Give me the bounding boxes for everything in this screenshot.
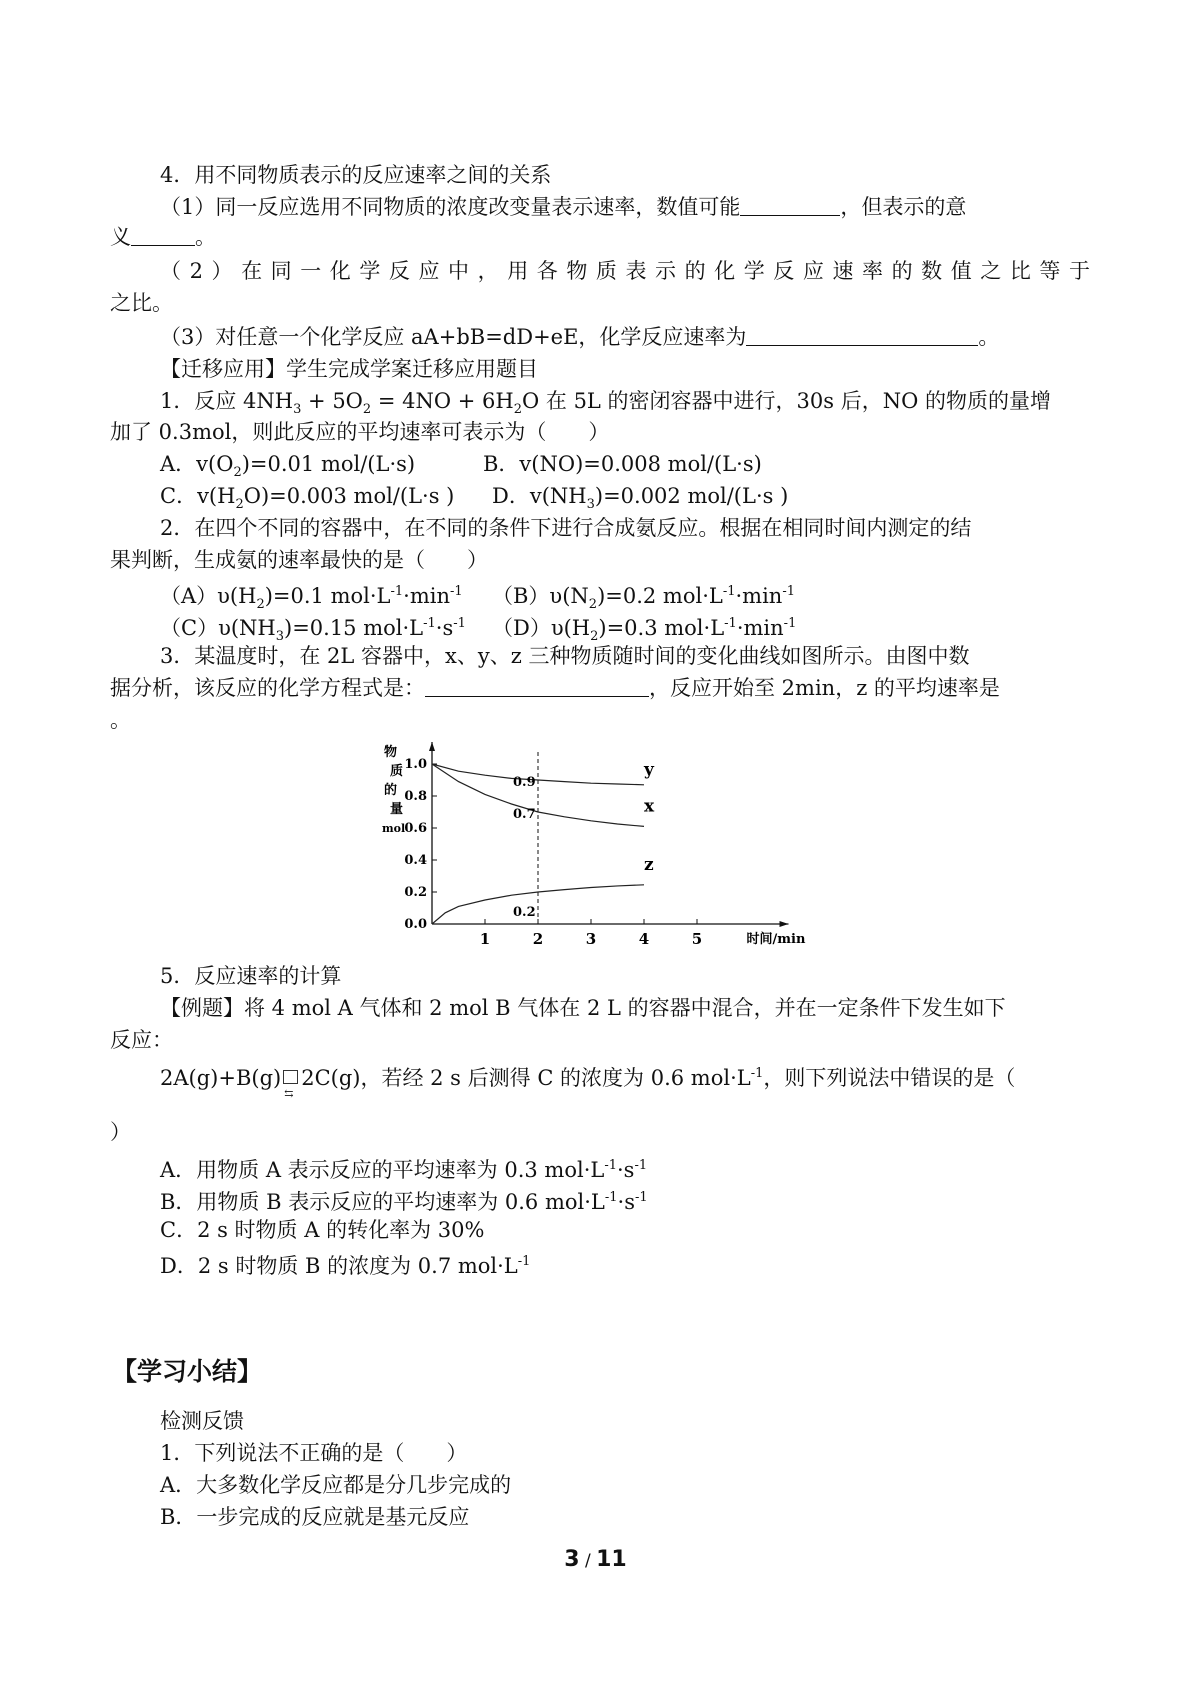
y-axis-label: 物质的量 mol	[382, 745, 406, 835]
x-tick-label: 1	[479, 930, 491, 948]
y-tick-label: 1.0	[404, 757, 427, 772]
example-option-b[interactable]: B．用物质 B 表示反应的平均速率为 0.6 $mol\cdot L^{-1}\cdot s^{-1}$	[160, 1190, 648, 1214]
y-tick-label: 0.4	[404, 853, 427, 868]
x-tick-label: 4	[638, 930, 650, 948]
example-option-c[interactable]: C．2 s 时物质 A 的转化率为 30%	[160, 1218, 485, 1242]
answer-blank[interactable]	[740, 193, 840, 216]
x-tick-label: 5	[691, 930, 703, 948]
answer-blank[interactable]	[746, 323, 978, 346]
q1-option-a[interactable]: A．$v(O_2)=0.01$ mol/(L·s)	[160, 452, 416, 481]
example-line1: 【例题】将 4 mol A 气体和 2 mol B 气体在 2 L 的容器中混合，并在一定条件下发生如下	[160, 996, 1006, 1020]
answer-blank[interactable]	[131, 223, 195, 246]
x-axis-label: 时间/min	[746, 932, 806, 947]
answer-blank[interactable]	[599, 674, 649, 697]
x-axis-arrow-icon	[780, 921, 789, 927]
transfer-heading: 【迁移应用】学生完成学案迁移应用题目	[160, 357, 538, 381]
feedback-option-a[interactable]: A．大多数化学反应都是分几步完成的	[160, 1473, 512, 1497]
example-option-a[interactable]: A．用物质 A 表示反应的平均速率为 0.3 $mol\cdot L^{-1}\cdot s^{-1}$	[160, 1158, 648, 1182]
section4-p1: （1）同一反应选用不同物质的浓度改变量表示速率，数值可能 ，但表示的意	[160, 195, 967, 219]
transfer-q3: 3．某温度时，在 2L 容器中，x、y、z 三种物质随时间的变化曲线如图所示。由图中数	[160, 644, 970, 668]
x-tick-label: 2	[532, 930, 544, 948]
answer-blank[interactable]	[425, 674, 475, 697]
page-number: 3 / 11	[564, 1547, 627, 1572]
y-axis-arrow-icon	[429, 742, 435, 751]
transfer-q1: 1．反应 $4NH_3 + 5O_2 = 4NO + 6H_2O$ 在 5L 的密闭容器中进行，30s 后，NO 的物质的量增	[160, 389, 1051, 418]
series-line-z	[432, 885, 644, 924]
section4-p1-cont: 义 。	[110, 225, 216, 249]
section5-title: 5．反应速率的计算	[160, 964, 342, 988]
q2-option-b[interactable]: $(B)\upsilon(N_2)=0.2$ $mol\cdot L^{-1}\cdot\min^{-1}$	[492, 584, 796, 613]
data-label: 0.9	[513, 775, 536, 790]
y-tick-label: 0.2	[404, 885, 427, 900]
transfer-q1-cont: 加了 0.3mol，则此反应的平均速率可表示为（ ）	[110, 420, 610, 444]
equilibrium-arrow-icon: ⇆	[281, 1067, 301, 1089]
summary-heading: 【学习小结】	[112, 1357, 263, 1386]
series-label-y: y	[644, 759, 654, 780]
q2-option-d[interactable]: $(D)\upsilon(H_2)=0.3$ $mol\cdot L^{-1}\cdot\min^{-1}$	[492, 616, 797, 645]
series-label-z: z	[644, 854, 654, 875]
data-label: 0.2	[513, 905, 536, 920]
y-tick-label: 0.6	[404, 821, 427, 836]
example-equation: 2A(g)+B(g) ⇆ 2C(g)，若经 2 s 后测得 C 的浓度为 0.6 $mol\cdot L^{-1}$，则下列说法中错误的是（	[160, 1066, 1016, 1100]
answer-blank[interactable]	[475, 674, 599, 697]
chart-plot-area	[382, 742, 806, 948]
section4-p3: （3）对任意一个化学反应 aA+bB=dD+eE，化学反应速率为 。	[160, 325, 1000, 349]
q2-option-c[interactable]: $(C)\upsilon(NH_3)=0.15$ $mol\cdot L^{-1}\cdot s^{-1}$	[160, 616, 466, 645]
y-tick-label: 0.8	[404, 789, 427, 804]
feedback-label: 检测反馈	[160, 1409, 244, 1433]
transfer-q3-cont: 据分析，该反应的化学方程式是： ，反应开始至 2min，z 的平均速率是	[110, 676, 1000, 700]
transfer-q2: 2．在四个不同的容器中，在不同的条件下进行合成氨反应。根据在相同时间内测定的结	[160, 516, 972, 540]
example-close: ）	[110, 1120, 131, 1144]
example-option-d[interactable]: D．2 s 时物质 B 的浓度为 0.7 $mol\cdot L^{-1}$	[160, 1254, 531, 1278]
x-tick-label: 3	[585, 930, 597, 948]
q1-option-c[interactable]: C．$v(H_2O)=0.003$ mol/(L·s )	[160, 484, 455, 513]
example-line2: 反应：	[110, 1028, 173, 1052]
q1-option-b[interactable]: B．v(NO)=0.008 mol/(L·s)	[483, 452, 762, 476]
q1-option-d[interactable]: D．$v(NH_3)=0.002$ mol/(L·s )	[492, 484, 789, 513]
series-label-x: x	[644, 796, 655, 817]
q2-option-a[interactable]: $(A)\upsilon(H_2)=0.1$ $mol\cdot L^{-1}\cdot\min^{-1}$	[160, 584, 463, 613]
substance-amount-chart	[382, 738, 850, 950]
transfer-q2-cont: 果判断，生成氨的速率最快的是（ ）	[110, 548, 488, 572]
transfer-q3-end: 。	[110, 708, 131, 732]
feedback-q1: 1．下列说法不正确的是（ ）	[160, 1441, 468, 1465]
section4-p2-cont: 之比。	[110, 291, 173, 315]
data-label: 0.7	[513, 807, 536, 822]
section4-p2: （2）在同一化学反应中，用各物质表示的化学反应速率的数值之比等于	[160, 259, 1090, 283]
feedback-option-b[interactable]: B．一步完成的反应就是基元反应	[160, 1505, 470, 1529]
section4-title: 4．用不同物质表示的反应速率之间的关系	[160, 163, 552, 187]
y-tick-label: 0.0	[404, 917, 427, 932]
